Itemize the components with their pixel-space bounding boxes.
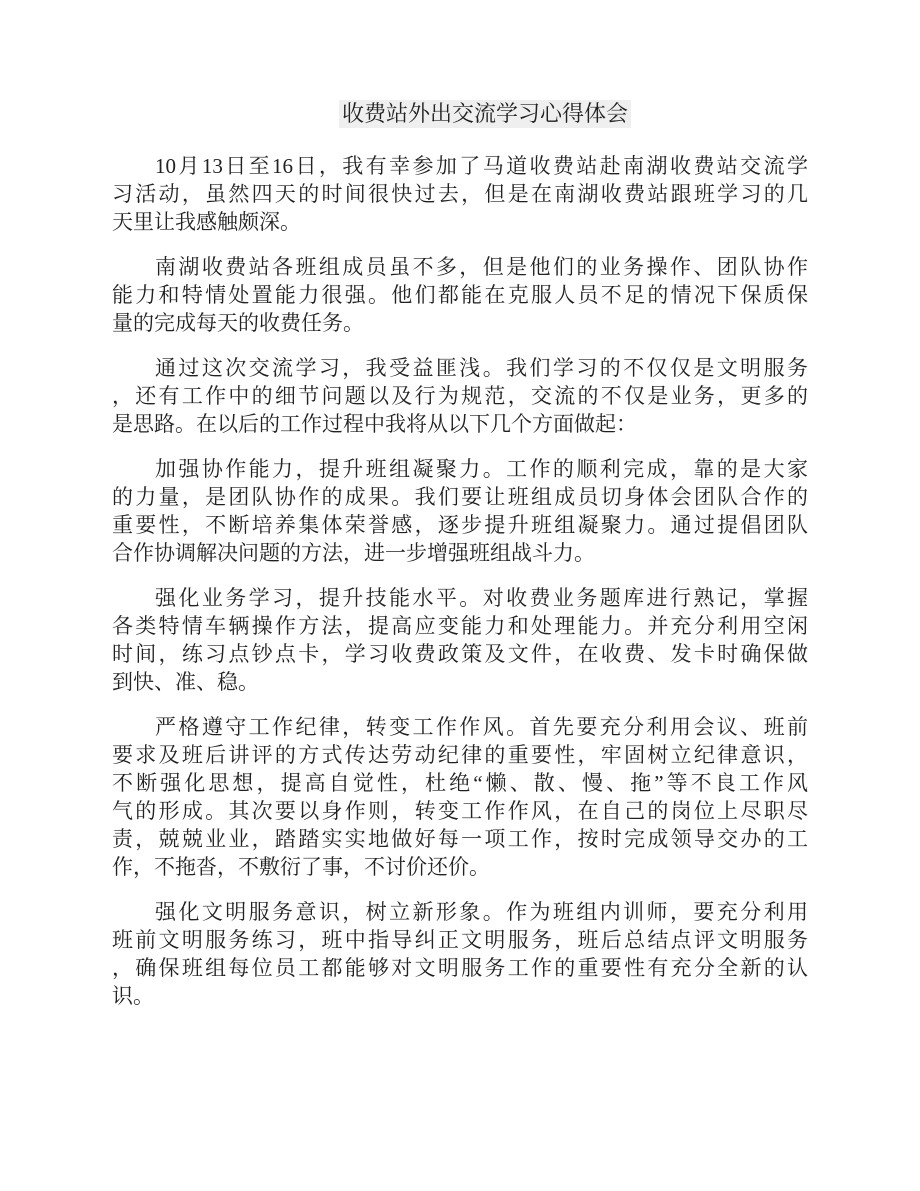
paragraph-line: 重要性，不断培养集体荣誉感，逐步提升班组凝聚力。通过提倡团队: [112, 513, 808, 537]
paragraph-line: 是思路。在以后的工作过程中我将从以下几个方面做起：: [112, 412, 637, 436]
paragraph: [112, 584, 808, 696]
paragraph: [112, 713, 808, 881]
paragraph: [112, 455, 808, 567]
paragraph-line: 南湖收费站各班组成员虽不多，但是他们的业务操作、团队协作: [155, 255, 808, 279]
paragraph-line: 不断强化思想，提高自觉性，杜绝“懒、散、慢、拖”等不良工作风: [112, 771, 808, 795]
paragraph-line: 责，兢兢业业，踏踏实实地做好每一项工作，按时完成领导交办的工: [112, 827, 808, 851]
paragraph-line: 能力和特情处置能力很强。他们都能在克服人员不足的情况下保质保: [112, 283, 808, 307]
paragraph: [112, 253, 808, 337]
document-title: 收费站外出交流学习心得体会: [339, 100, 631, 128]
paragraph-line: 合作协调解决问题的方法，进一步增强班组战斗力。: [112, 541, 595, 565]
paragraph-line: 识。: [112, 984, 154, 1008]
paragraph-line: 严格遵守工作纪律，转变工作作风。首先要充分利用会议、班前: [155, 715, 808, 739]
paragraph-line: 气的形成。其次要以身作则，转变工作作风，在自己的岗位上尽职尽: [112, 799, 808, 823]
paragraph-line: 要求及班后讲评的方式传达劳动纪律的重要性，牢固树立纪律意识，: [112, 743, 808, 767]
paragraph-line: ，确保班组每位员工都能够对文明服务工作的重要性有充分全新的认: [112, 956, 808, 980]
paragraph-line: 习活动，虽然四天的时间很快过去，但是在南湖收费站跟班学习的几: [112, 182, 808, 206]
paragraph-line: 各类特情车辆操作方法，提高应变能力和处理能力。并充分利用空闲: [112, 614, 808, 638]
paragraph: [112, 898, 808, 1010]
paragraph-line: 强化文明服务意识，树立新形象。作为班组内训师，要充分利用: [155, 900, 808, 924]
paragraph-line: 班前文明服务练习，班中指导纠正文明服务，班后总结点评文明服务: [112, 928, 808, 952]
document-body: [112, 152, 808, 1010]
paragraph-line: 时间，练习点钞点卡，学习收费政策及文件，在收费、发卡时确保做: [112, 642, 808, 666]
paragraph-line: 到快、准、稳。: [112, 670, 259, 694]
paragraph-line: 强化业务学习，提升技能水平。对收费业务题库进行熟记，掌握: [155, 586, 808, 610]
paragraph-line: 天里让我感触颇深。: [112, 210, 301, 234]
paragraph: [112, 354, 808, 438]
paragraph-line: 量的完成每天的收费任务。: [112, 311, 364, 335]
paragraph-line: 通过这次交流学习，我受益匪浅。我们学习的不仅仅是文明服务: [155, 356, 808, 380]
paragraph-line: 加强协作能力，提升班组凝聚力。工作的顺利完成，靠的是大家: [155, 457, 808, 481]
paragraph-line: 10月13日至16日，我有幸参加了马道收费站赴南湖收费站交流学: [155, 154, 808, 178]
paragraph-line: 的力量，是团队协作的成果。我们要让班组成员切身体会团队合作的: [112, 485, 808, 509]
paragraph: [112, 152, 808, 236]
paragraph-line: ，还有工作中的细节问题以及行为规范，交流的不仅是业务，更多的: [112, 384, 808, 408]
document-title-row: [112, 100, 808, 130]
paragraph-line: 作，不拖沓，不敷衍了事，不讨价还价。: [112, 855, 490, 879]
